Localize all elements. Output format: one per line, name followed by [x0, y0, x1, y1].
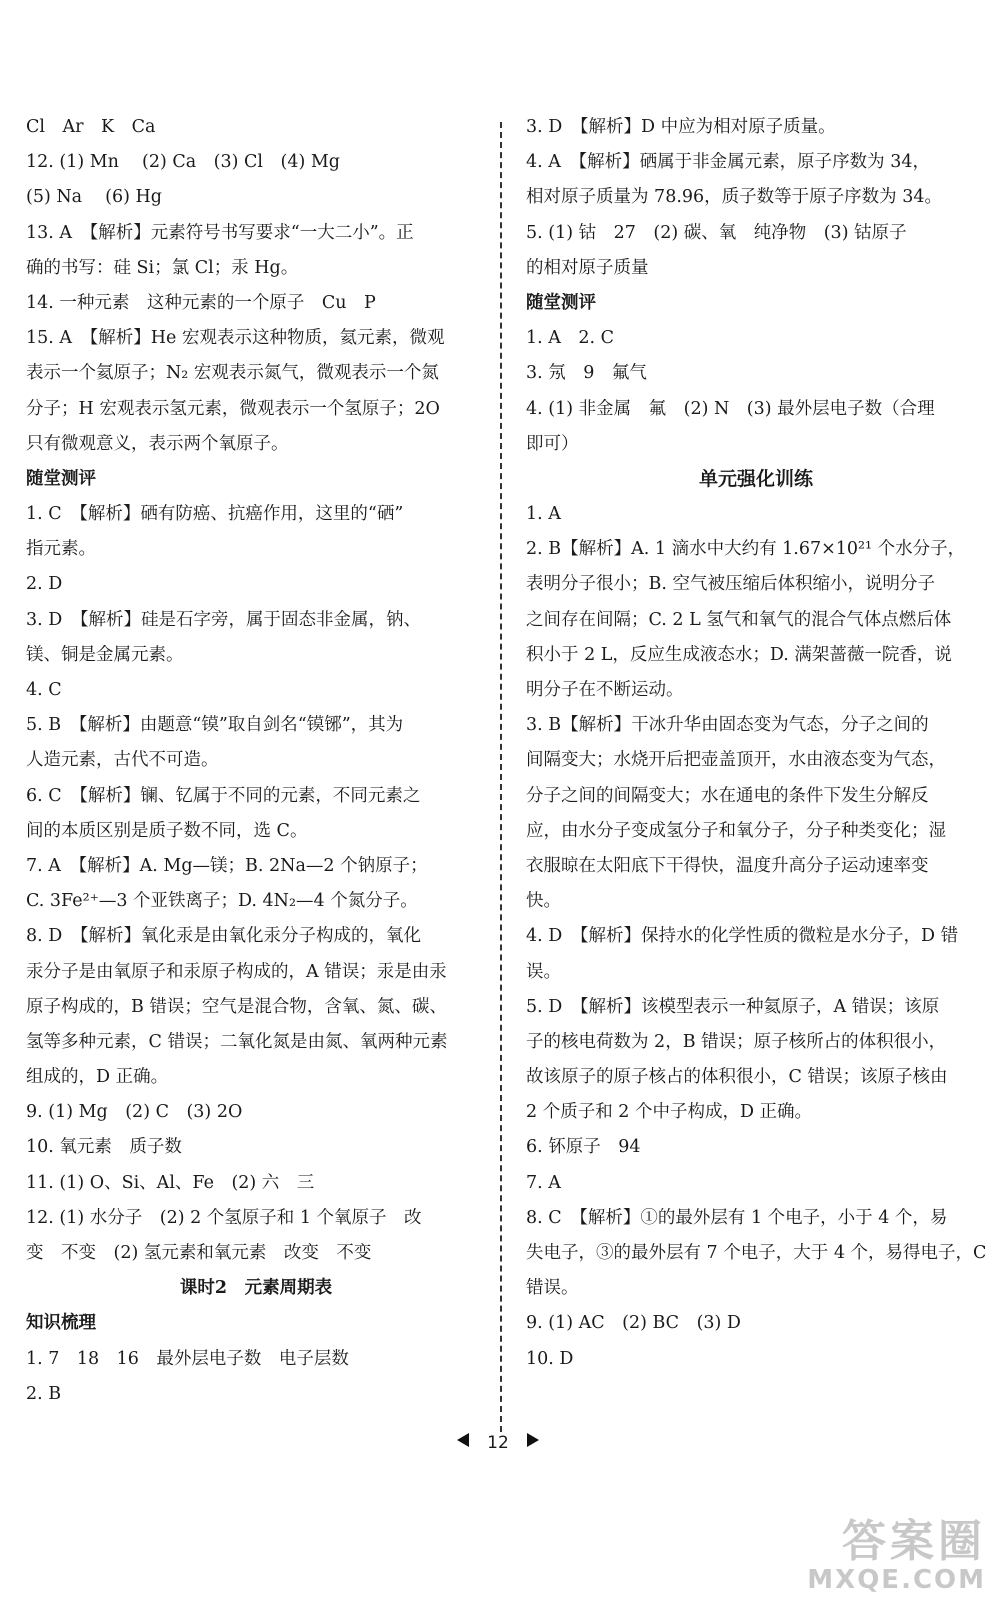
text-line: 4. A 【解析】硒属于非金属元素，原子序数为 34，: [526, 152, 930, 173]
text-line: 15. A 【解析】He 宏观表示这种物质，氦元素，微观: [26, 328, 445, 349]
text-line: 误。: [526, 961, 561, 982]
text-line: 4. (1) 非金属 氟 (2) N (3) 最外层电子数（合理: [526, 398, 935, 419]
text-line: 子的核电荷数为 2，B 错误；原子核所占的体积很小，: [526, 1031, 947, 1052]
text-line: 3. B【解析】干冰升华由固态变为气态，分子之间的: [526, 715, 929, 736]
text-line: 组成的，D 正确。: [26, 1067, 169, 1088]
text-line: 2. D: [26, 574, 63, 595]
text-line: 故该原子的原子核占的体积很小，C 错误；该原子核由: [526, 1067, 948, 1088]
section-heading: 知识梳理: [26, 1313, 96, 1334]
text-line: 变 不变 (2) 氢元素和氧元素 改变 不变: [26, 1243, 372, 1263]
text-line: 10. D: [526, 1348, 574, 1369]
text-line: 11. (1) O、Si、Al、Fe (2) 六 三: [26, 1172, 315, 1193]
text-line: 7. A: [526, 1172, 561, 1193]
text-line: 表明分子很小；B. 空气被压缩后体积缩小，说明分子: [526, 574, 935, 595]
text-line: 8. C 【解析】①的最外层有 1 个电子，小于 4 个，易: [526, 1207, 948, 1228]
text-line: 分子之间的间隔变大；水在通电的条件下发生分解反: [526, 785, 929, 806]
unit-title: 单元强化训练: [698, 467, 813, 490]
text-line: 明分子在不断运动。: [526, 680, 684, 700]
text-line: 5. (1) 钴 27 (2) 碳、氧 纯净物 (3) 钴原子: [526, 222, 907, 243]
text-line: 衣服晾在太阳底下干得快，温度升高分子运动速率变: [526, 855, 929, 876]
text-line: 3. 氖 9 氟气: [526, 363, 647, 384]
text-line: 氢等多种元素，C 错误；二氧化氮是由氮、氧两种元素: [26, 1031, 448, 1052]
text-line: 只有微观意义，表示两个氧原子。: [26, 433, 289, 454]
watermark-url: MXQE.COM: [807, 1565, 986, 1595]
text-line: 积小于 2 L，反应生成液态水；D. 满架蔷薇一院香，说: [526, 644, 952, 665]
text-line: 镁、铜是金属元素。: [26, 644, 184, 665]
text-line: 指元素。: [26, 539, 96, 560]
prev-page-icon[interactable]: [456, 1432, 470, 1453]
lesson-title: 课时2 元素周期表: [179, 1278, 333, 1299]
text-line: 2 个质子和 2 个中子构成，D 正确。: [526, 1102, 813, 1123]
text-line: 汞分子是由氧原子和汞原子构成的，A 错误；汞是由汞: [26, 961, 447, 982]
page-footer: [0, 1432, 996, 1453]
text-line: 5. D 【解析】该模型表示一种氦原子，A 错误；该原: [526, 996, 940, 1017]
text-line: 12. (1) 水分子 (2) 2 个氢原子和 1 个氧原子 改: [26, 1207, 422, 1228]
text-line: 的相对原子质量: [526, 257, 649, 278]
text-line: (5) Na (6) Hg: [26, 187, 162, 208]
text-line: 确的书写：硅 Si；氯 Cl；汞 Hg。: [26, 257, 299, 278]
section-heading: 随堂测评: [26, 468, 96, 489]
text-line: 4. D 【解析】保持水的化学性质的微粒是水分子，D 错: [526, 926, 959, 947]
text-line: 14. 一种元素 这种元素的一个原子 Cu P: [26, 292, 376, 313]
text-line: 9. (1) AC (2) BC (3) D: [526, 1313, 741, 1334]
text-line: 5. B 【解析】由题意“镆”取自剑名“镆铘”，其为: [26, 715, 404, 736]
text-line: 失电子，③的最外层有 7 个电子，大于 4 个，易得电子，C: [526, 1243, 986, 1263]
text-line: 9. (1) Mg (2) C (3) 2O: [26, 1102, 243, 1123]
text-line: Cl Ar K Ca: [26, 117, 156, 137]
text-line: 6. 钚原子 94: [526, 1137, 641, 1158]
text-line: 之间存在间隔；C. 2 L 氢气和氧气的混合气体点燃后体: [526, 609, 952, 630]
right-column: [526, 110, 986, 1377]
text-line: 7. A 【解析】A. Mg—镁；B. 2Na—2 个钠原子；: [26, 855, 428, 876]
text-line: 1. 7 18 16 最外层电子数 电子层数: [26, 1348, 349, 1369]
page-number: 12: [487, 1432, 509, 1453]
text-line: 3. D 【解析】D 中应为相对原子质量。: [526, 117, 836, 137]
text-line: 人造元素，古代不可造。: [26, 750, 219, 771]
text-line: 2. B: [26, 1383, 62, 1404]
text-line: 表示一个氦原子；N₂ 宏观表示氮气，微观表示一个氮: [26, 363, 439, 384]
text-line: 分子；H 宏观表示氢元素，微观表示一个氢原子；2O: [26, 398, 440, 419]
left-column: [26, 110, 486, 1412]
text-line: 错误。: [526, 1278, 579, 1299]
text-line: 2. B【解析】A. 1 滴水中大约有 1.67×10²¹ 个水分子，: [526, 539, 966, 560]
next-page-icon[interactable]: [526, 1432, 540, 1453]
text-line: 原子构成的，B 错误；空气是混合物，含氧、氮、碳、: [26, 996, 447, 1017]
watermark-text: 答案圈: [842, 1516, 986, 1567]
column-divider: [500, 122, 502, 1432]
text-line: 1. A 2. C: [526, 328, 615, 349]
text-line: 间隔变大；水烧开后把壶盖顶开，水由液态变为气态，: [526, 750, 946, 771]
text-line: 快。: [526, 891, 561, 912]
text-line: 1. C 【解析】硒有防癌、抗癌作用，这里的“硒”: [26, 504, 404, 525]
text-line: 12. (1) Mn (2) Ca (3) Cl (4) Mg: [26, 152, 340, 173]
text-line: 间的本质区别是质子数不同，选 C。: [26, 820, 308, 841]
text-line: 13. A 【解析】元素符号书写要求“一大二小”。正: [26, 222, 414, 243]
text-line: 应，由水分子变成氢分子和氧分子，分子种类变化；湿: [526, 820, 946, 841]
text-line: 4. C: [26, 680, 62, 700]
text-line: C. 3Fe²⁺—3 个亚铁离子；D. 4N₂—4 个氮分子。: [26, 891, 418, 912]
text-line: 1. A: [526, 504, 561, 525]
text-line: 8. D 【解析】氧化汞是由氧化汞分子构成的，氧化: [26, 926, 422, 947]
text-line: 6. C 【解析】镧、钇属于不同的元素，不同元素之: [26, 785, 421, 806]
text-line: 即可）: [526, 433, 579, 454]
text-line: 3. D 【解析】硅是石字旁，属于固态非金属，钠、: [26, 609, 422, 630]
text-line: 10. 氧元素 质子数: [26, 1137, 182, 1158]
section-heading: 随堂测评: [526, 292, 596, 313]
watermark-logo: [807, 1518, 986, 1594]
text-line: 相对原子质量为 78.96，质子数等于原子序数为 34。: [526, 187, 942, 208]
